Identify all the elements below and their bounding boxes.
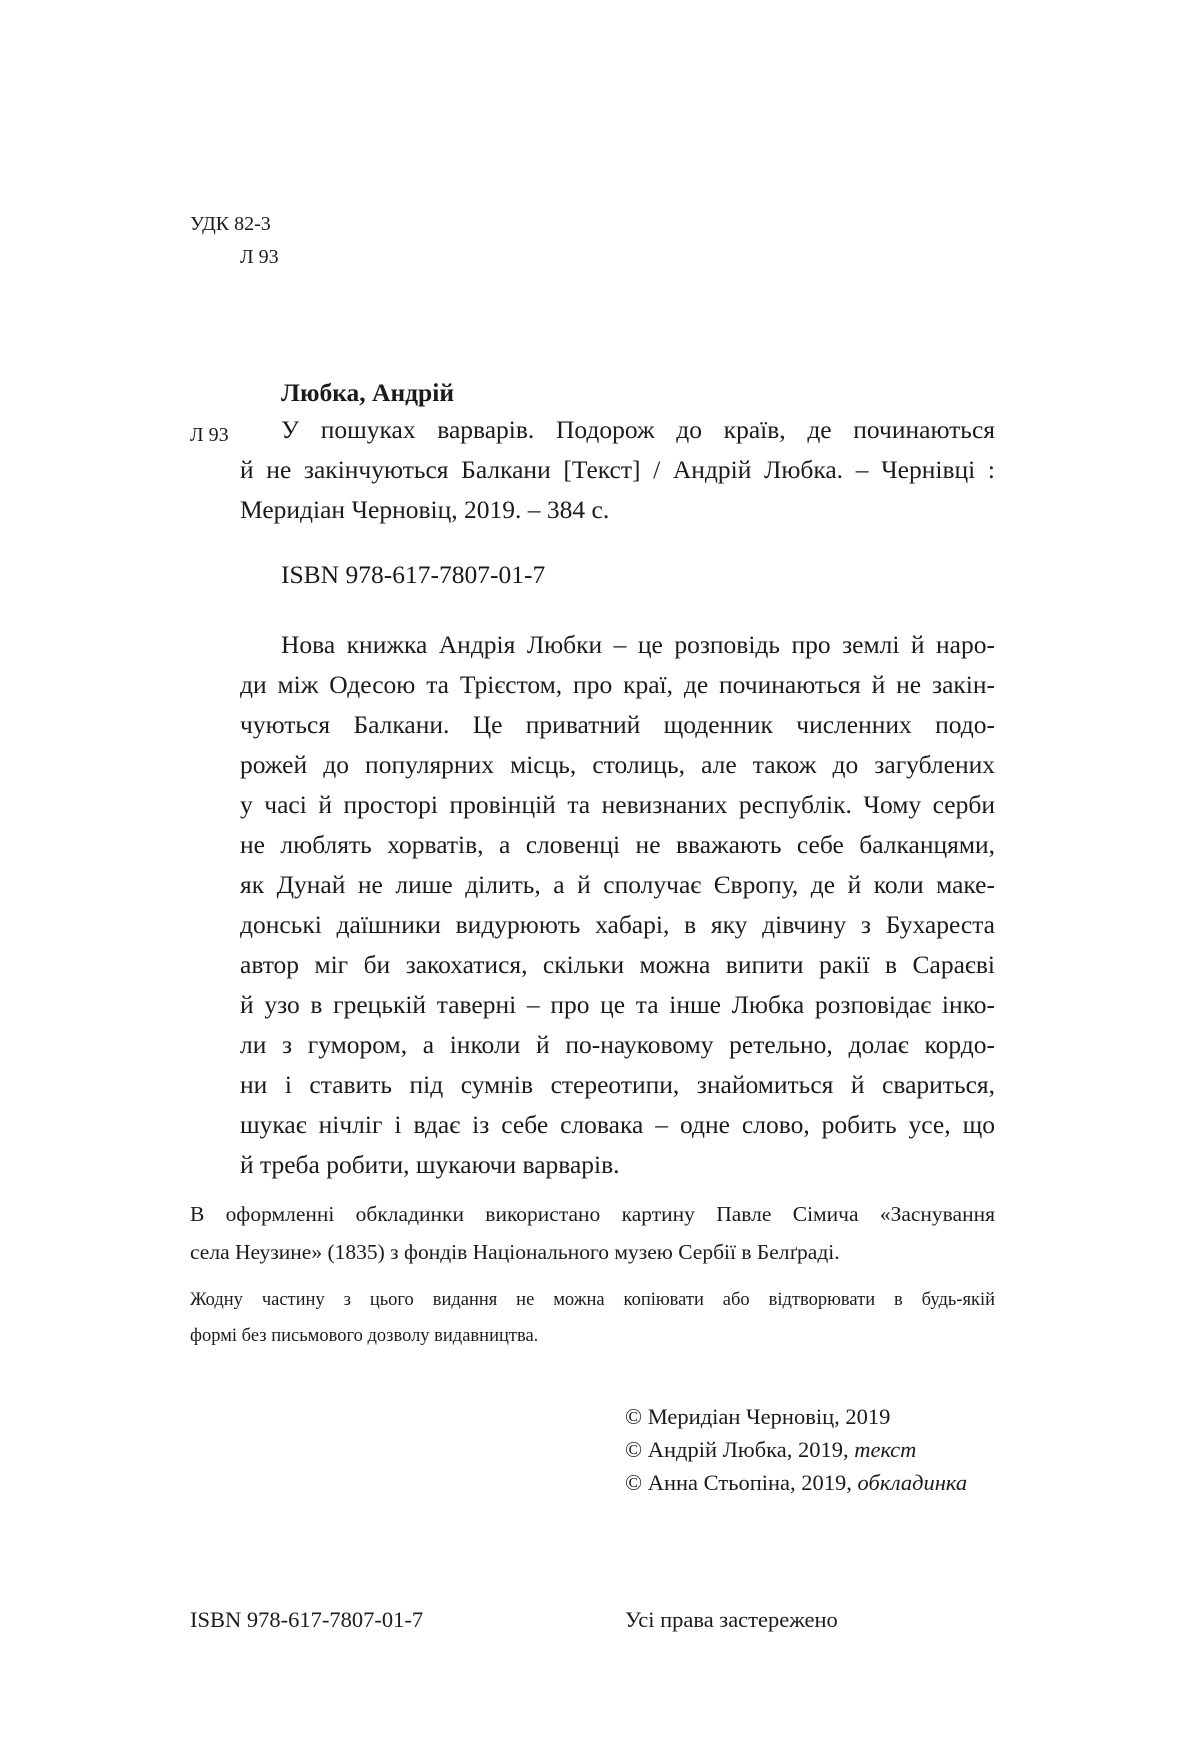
- annotation-line: чуються Балкани. Це приватний щоденник численних подо-: [240, 710, 995, 739]
- annotation-line: ни і ставить під сумнів стереотипи, знайомиться й свариться,: [240, 1070, 995, 1099]
- cover-note: [190, 1195, 995, 1271]
- copyright-block: [625, 1400, 967, 1499]
- isbn-entry: ISBN 978-617-7807-01-7: [281, 560, 546, 589]
- biblio-line: Меридіан Черновіц, 2019. – 384 с.: [240, 495, 610, 524]
- annotation-line: автор міг би закохатися, скільки можна випити ракії в Сараєві: [240, 950, 995, 979]
- copy-note-line: Жодну частину з цього видання не можна копіювати або відтворювати в будь-якій: [190, 1290, 995, 1310]
- copy-note-line: формі без письмового дозволу видавництва.: [190, 1326, 539, 1346]
- cover-note-line: В оформленні обкладинки використано картину Павле Сімича «Заснування: [190, 1202, 995, 1226]
- author-heading: Любка, Андрій: [281, 378, 455, 407]
- copyright-holder: © Меридіан Черновіц, 2019: [625, 1404, 891, 1429]
- rights-reserved: Усі права застережено: [625, 1607, 838, 1632]
- margin-author-sign: Л 93: [190, 424, 229, 446]
- annotation: [240, 625, 995, 1185]
- annotation-line: не люблять хорватів, а словенці не вважають себе балканцями,: [240, 830, 995, 859]
- author-sign-code: Л 93: [240, 246, 279, 268]
- copyright-line: [625, 1433, 967, 1466]
- annotation-line: Нова книжка Андрія Любки – це розповідь про землі й наро-: [281, 630, 995, 659]
- annotation-line: шукає нічліг і вдає із себе словака – одне слово, робить усе, що: [240, 1110, 995, 1139]
- annotation-line: й треба робити, шукаючи варварів.: [240, 1150, 620, 1179]
- bibliographic-description: [240, 410, 995, 530]
- biblio-line: У пошуках варварів. Подорож до країв, де починаються: [281, 415, 995, 444]
- copy-restriction-note: [190, 1282, 995, 1354]
- biblio-line: й не закінчуються Балкани [Текст] / Андрій Любка. – Чернівці :: [240, 455, 995, 484]
- copyright-role: обкладинка: [857, 1470, 968, 1495]
- annotation-line: рожей до популярних місць, столиць, але також до загублених: [240, 750, 995, 779]
- copyright-role: текст: [854, 1437, 917, 1462]
- annotation-line: донські даїшники видурюють хабарі, в яку дівчину з Бухареста: [240, 910, 995, 939]
- annotation-line: ди між Одесою та Трієстом, про краї, де починаються й не закін-: [240, 670, 995, 699]
- annotation-line: у часі й просторі провінцій та невизнаних республік. Чому серби: [240, 790, 995, 819]
- copyright-line: [625, 1400, 967, 1433]
- annotation-line: як Дунай не лише ділить, а й сполучає Європу, де й коли маке-: [240, 870, 995, 899]
- copyright-holder: © Анна Стьопіна, 2019,: [625, 1470, 858, 1495]
- annotation-line: й узо в грецькій таверні – про це та інше Любка розповідає інко-: [240, 990, 995, 1019]
- copyright-line: [625, 1466, 967, 1499]
- footer-isbn: ISBN 978-617-7807-01-7: [190, 1607, 424, 1632]
- cover-note-line: села Неузине» (1835) з фондів Національного музею Сербії в Белґраді.: [190, 1240, 840, 1264]
- annotation-line: ли з гумором, а інколи й по-науковому ретельно, долає кордо-: [240, 1030, 995, 1059]
- copyright-holder: © Андрій Любка, 2019,: [625, 1437, 855, 1462]
- udk-code: УДК 82-3: [190, 213, 271, 235]
